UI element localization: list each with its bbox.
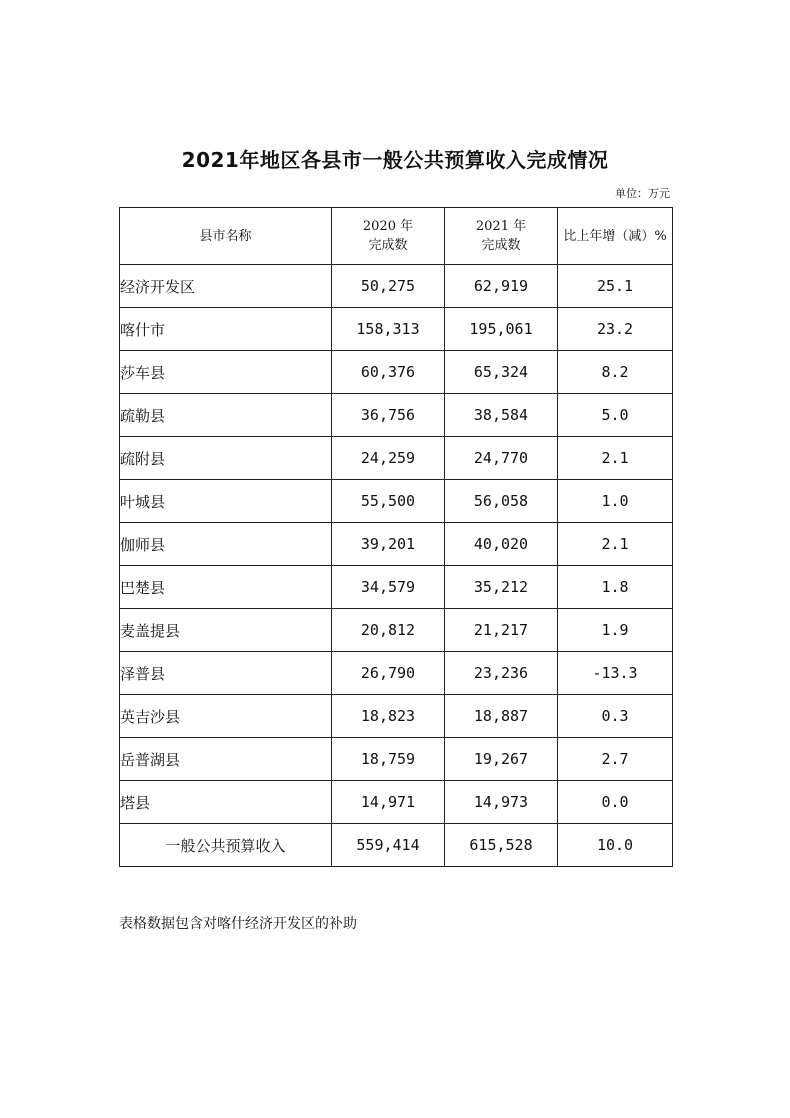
value-2020: 158,313	[332, 308, 445, 351]
change-pct: 8.2	[558, 351, 673, 394]
budget-table	[119, 207, 673, 867]
value-2021: 24,770	[445, 437, 558, 480]
change-pct: 5.0	[558, 394, 673, 437]
county-name: 叶城县	[120, 480, 332, 523]
value-2020: 26,790	[332, 652, 445, 695]
value-2020: 18,823	[332, 695, 445, 738]
value-2021: 18,887	[445, 695, 558, 738]
table-row	[120, 738, 673, 781]
table-header-row	[120, 208, 673, 265]
value-2021: 21,217	[445, 609, 558, 652]
table-row	[120, 566, 673, 609]
table-row	[120, 265, 673, 308]
value-2020: 39,201	[332, 523, 445, 566]
change-pct: 2.1	[558, 437, 673, 480]
value-2020: 60,376	[332, 351, 445, 394]
county-name: 巴楚县	[120, 566, 332, 609]
value-2021: 14,973	[445, 781, 558, 824]
change-pct: 0.3	[558, 695, 673, 738]
value-2021: 56,058	[445, 480, 558, 523]
table-total-row	[120, 824, 673, 867]
value-2020: 55,500	[332, 480, 445, 523]
table-row	[120, 609, 673, 652]
table-row	[120, 695, 673, 738]
total-2021: 615,528	[445, 824, 558, 867]
header-2020-year: 2020 年	[362, 219, 414, 234]
value-2020: 18,759	[332, 738, 445, 781]
change-pct: 0.0	[558, 781, 673, 824]
county-name: 塔县	[120, 781, 332, 824]
header-2021-label: 完成数	[481, 238, 521, 253]
header-county-name: 县市名称	[120, 208, 332, 265]
county-name: 麦盖提县	[120, 609, 332, 652]
page-title: 2021年地区各县市一般公共预算收入完成情况	[181, 148, 609, 172]
value-2020: 50,275	[332, 265, 445, 308]
header-2020	[332, 208, 445, 265]
county-name: 英吉沙县	[120, 695, 332, 738]
county-name: 伽师县	[120, 523, 332, 566]
header-2020-label: 完成数	[368, 238, 408, 253]
value-2021: 65,324	[445, 351, 558, 394]
value-2021: 23,236	[445, 652, 558, 695]
total-change-pct: 10.0	[558, 824, 673, 867]
value-2020: 36,756	[332, 394, 445, 437]
table-row	[120, 523, 673, 566]
county-name: 疏勒县	[120, 394, 332, 437]
value-2020: 24,259	[332, 437, 445, 480]
change-pct: 23.2	[558, 308, 673, 351]
table-row	[120, 437, 673, 480]
table-row	[120, 351, 673, 394]
value-2021: 35,212	[445, 566, 558, 609]
table-row	[120, 394, 673, 437]
header-2021	[445, 208, 558, 265]
value-2021: 40,020	[445, 523, 558, 566]
county-name: 泽普县	[120, 652, 332, 695]
total-2020: 559,414	[332, 824, 445, 867]
value-2021: 38,584	[445, 394, 558, 437]
table-row	[120, 480, 673, 523]
county-name: 莎车县	[120, 351, 332, 394]
value-2020: 20,812	[332, 609, 445, 652]
change-pct: 25.1	[558, 265, 673, 308]
county-name: 喀什市	[120, 308, 332, 351]
total-label: 一般公共预算收入	[120, 824, 332, 867]
table-row	[120, 308, 673, 351]
footnote: 表格数据包含对喀什经济开发区的补助	[119, 916, 357, 932]
change-pct: 2.1	[558, 523, 673, 566]
value-2020: 34,579	[332, 566, 445, 609]
header-2021-year: 2021 年	[475, 219, 527, 234]
change-pct: 1.8	[558, 566, 673, 609]
change-pct: -13.3	[558, 652, 673, 695]
value-2021: 62,919	[445, 265, 558, 308]
value-2020: 14,971	[332, 781, 445, 824]
change-pct: 2.7	[558, 738, 673, 781]
change-pct: 1.9	[558, 609, 673, 652]
table-row	[120, 781, 673, 824]
county-name: 经济开发区	[120, 265, 332, 308]
change-pct: 1.0	[558, 480, 673, 523]
header-change-pct: 比上年增（减）%	[558, 208, 673, 265]
county-name: 疏附县	[120, 437, 332, 480]
unit-label: 单位：万元	[615, 187, 670, 200]
value-2021: 195,061	[445, 308, 558, 351]
county-name: 岳普湖县	[120, 738, 332, 781]
value-2021: 19,267	[445, 738, 558, 781]
table-row	[120, 652, 673, 695]
